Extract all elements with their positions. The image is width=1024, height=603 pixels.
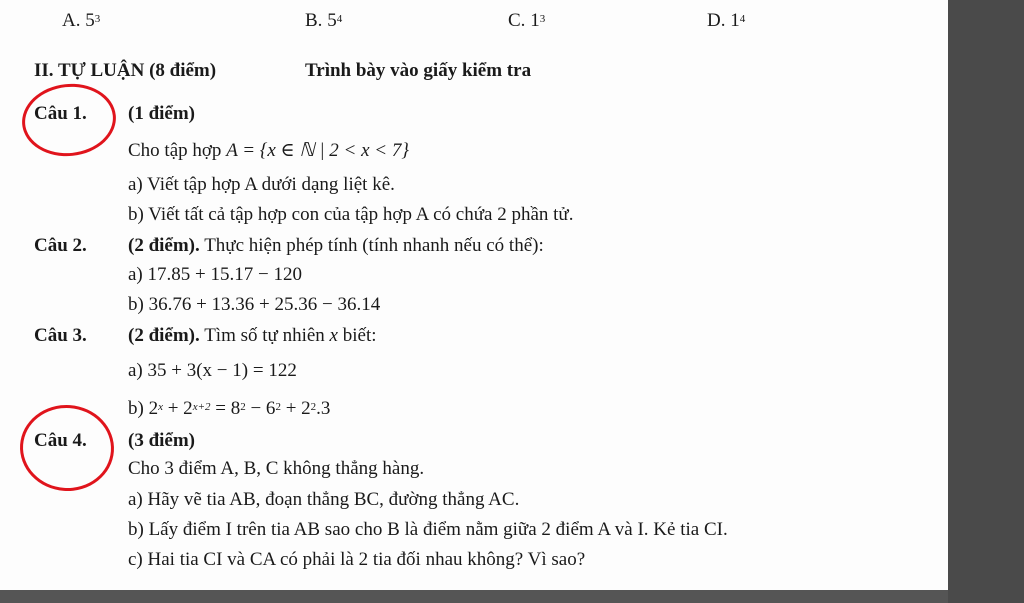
q1-set-line xyxy=(128,140,409,162)
option-a xyxy=(62,10,100,32)
option-b-label: B. xyxy=(305,10,323,31)
option-c-label: C. xyxy=(508,10,526,31)
section-title: II. TỰ LUẬN (8 điểm) xyxy=(34,60,217,81)
viewer-bottom-bar xyxy=(0,590,948,603)
q2-a-expr: 17.85 + 15.17 − 120 xyxy=(147,264,302,285)
option-a-label: A. xyxy=(62,10,81,31)
q2-heading xyxy=(128,235,544,257)
q3-b-expr: $2^x + 2^{x+2} = 8^2 - 6^2 + 2^2.3$ xyxy=(148,398,331,419)
q4-c: c) Hai tia CI và CA có phải là 2 tia đối nhau không? Vì sao? xyxy=(128,549,586,570)
option-d-base: 1 xyxy=(730,10,740,31)
option-c-base: 1 xyxy=(530,10,540,31)
q1-a: a) Viết tập hợp A dưới dạng liệt kê. xyxy=(128,174,395,195)
q4-b: b) Lấy điểm I trên tia AB sao cho B là điểm nằm giữa 2 điểm A và I. Kẻ tia CI. xyxy=(128,519,728,540)
option-d-label: D. xyxy=(707,10,726,31)
option-c xyxy=(508,10,545,32)
q1-set-expr: A = {x ∈ ℕ | 2 < x < 7} xyxy=(226,140,409,161)
option-b-exp: 4 xyxy=(336,13,343,25)
q3-var: x xyxy=(329,325,338,346)
q4-points: (3 điểm) xyxy=(128,430,196,451)
q1-set-intro: Cho tập hợp xyxy=(128,140,222,161)
q3-a xyxy=(128,360,297,382)
q3-text-pre: Tìm số tự nhiên xyxy=(204,325,325,346)
q3-a-label: a) xyxy=(128,360,143,381)
option-d-exp: 4 xyxy=(739,13,746,25)
option-b xyxy=(305,10,342,32)
q1-label: Câu 1. xyxy=(34,103,87,124)
q3-b-label: b) xyxy=(128,398,144,419)
option-a-base: 5 xyxy=(85,10,95,31)
option-b-base: 5 xyxy=(327,10,337,31)
q2-a xyxy=(128,264,302,286)
q2-b-expr: 36.76 + 13.36 + 25.36 − 36.14 xyxy=(148,294,381,315)
q3-a-expr: 35 + 3(x − 1) = 122 xyxy=(147,360,297,381)
q1-points: (1 điểm) xyxy=(128,103,196,124)
option-a-exp: 3 xyxy=(94,13,101,25)
q3-text-post: biết: xyxy=(342,325,377,346)
q2-b xyxy=(128,294,380,316)
option-c-exp: 3 xyxy=(539,13,546,25)
q4-intro: Cho 3 điểm A, B, C không thẳng hàng. xyxy=(128,458,425,479)
q3-points: (2 điểm). xyxy=(128,325,200,346)
q3-b xyxy=(128,398,330,420)
q2-a-label: a) xyxy=(128,264,143,285)
q3-heading xyxy=(128,325,377,347)
option-d xyxy=(707,10,745,32)
q2-b-label: b) xyxy=(128,294,144,315)
q1-b: b) Viết tất cả tập hợp con của tập hợp A có chứa 2 phần tử. xyxy=(128,204,574,225)
viewer-side-panel xyxy=(948,0,1024,603)
section-note: Trình bày vào giấy kiểm tra xyxy=(305,60,532,81)
q4-a: a) Hãy vẽ tia AB, đoạn thẳng BC, đường thẳng AC. xyxy=(128,489,520,510)
q2-label: Câu 2. xyxy=(34,235,87,256)
q4-label: Câu 4. xyxy=(34,430,87,451)
q2-text: Thực hiện phép tính (tính nhanh nếu có thể): xyxy=(204,235,544,256)
q2-points: (2 điểm). xyxy=(128,235,200,256)
q3-label: Câu 3. xyxy=(34,325,87,346)
